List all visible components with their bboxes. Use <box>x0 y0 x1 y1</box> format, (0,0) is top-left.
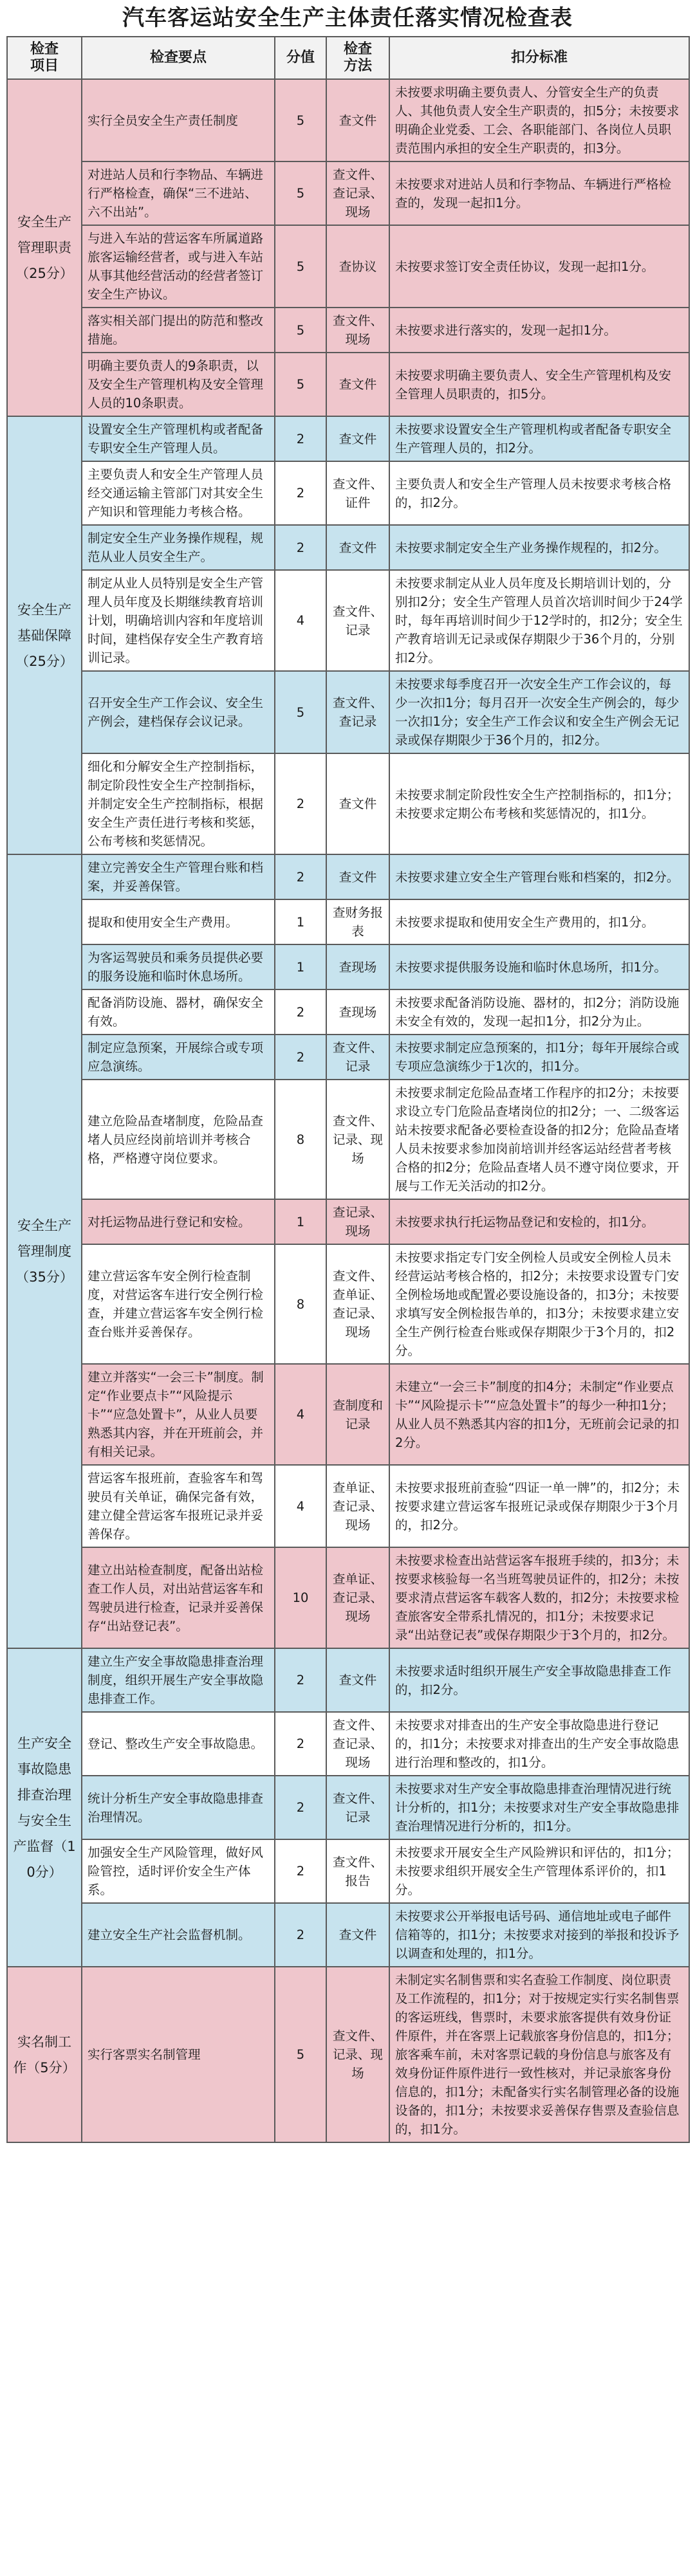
table-row <box>7 525 689 570</box>
standard-cell: 未按要求报班前查验“四证一单一牌”的，扣2分；未按要求建立营运客车报班记录或保存期限少于3个月的，扣2分。 <box>389 1465 689 1547</box>
score-cell: 5 <box>275 225 326 308</box>
score-cell: 10 <box>275 1547 326 1648</box>
points-cell: 登记、整改生产安全事故隐患。 <box>82 1712 275 1776</box>
score-cell: 2 <box>275 1035 326 1080</box>
points-cell: 统计分析生产安全事故隐患排查治理情况。 <box>82 1776 275 1839</box>
method-cell: 查文件、查记录 <box>326 671 389 753</box>
table-row <box>7 1648 689 1712</box>
standard-cell: 未建立“一会三卡”制度的扣4分；未制定“作业要点卡”“风险提示卡”“应急处置卡”的每少一种扣1分；从业人员不熟悉其内容的扣1分，无班前会记录的扣2分。 <box>389 1364 689 1465</box>
score-cell: 5 <box>275 79 326 161</box>
table-row <box>7 1776 689 1839</box>
score-cell: 1 <box>275 899 326 944</box>
standard-cell: 未按要求对生产安全事故隐患排查治理情况进行统计分析的，扣1分；未按要求对生产安全事故隐患排查治理情况进行分析的，扣1分。 <box>389 1776 689 1839</box>
points-cell: 建立生产安全事故隐患排查治理制度，组织开展生产安全事故隐患排查工作。 <box>82 1648 275 1712</box>
points-cell: 加强安全生产风险管理，做好风险管控，适时评价安全生产体系。 <box>82 1839 275 1903</box>
table-row <box>7 1712 689 1776</box>
method-cell: 查记录、现场 <box>326 1199 389 1244</box>
table-row <box>7 161 689 225</box>
points-cell: 明确主要负责人的9条职责，以及安全生产管理机构及安全管理人员的10条职责。 <box>82 353 275 416</box>
score-cell: 1 <box>275 1199 326 1244</box>
method-cell: 查文件 <box>326 353 389 416</box>
table-row <box>7 989 689 1035</box>
method-cell: 查文件、记录 <box>326 1035 389 1080</box>
standard-cell: 未按要求每季度召开一次安全生产工作会议的，每少一次扣1分；每月召开一次安全生产例会的，每少一次扣1分；安全生产工作会议和安全生产例会无记录或保存期限少于36个月的，扣2分。 <box>389 671 689 753</box>
page-title: 汽车客运站安全生产主体责任落实情况检查表 <box>122 5 573 31</box>
score-cell: 2 <box>275 1712 326 1776</box>
score-cell: 5 <box>275 671 326 753</box>
method-cell: 查协议 <box>326 225 389 308</box>
score-cell: 1 <box>275 944 326 989</box>
points-cell: 落实相关部门提出的防范和整改措施。 <box>82 308 275 353</box>
table-row <box>7 1967 689 2142</box>
points-cell: 建立完善安全生产管理台账和档案，并妥善保管。 <box>82 854 275 899</box>
method-cell: 查文件 <box>326 1903 389 1967</box>
score-cell: 5 <box>275 161 326 225</box>
table-row <box>7 79 689 161</box>
score-cell: 2 <box>275 461 326 525</box>
standard-cell: 未按要求制定从业人员年度及长期培训计划的，分别扣2分；安全生产管理人员首次培训时间少于24学时，每年再培训时间少于12学时的，扣2分；安全生产教育培训无记录或保存期限少于36个月的，分别扣2分。 <box>389 570 689 671</box>
points-cell: 对托运物品进行登记和安检。 <box>82 1199 275 1244</box>
standard-cell: 未按要求制定应急预案的，扣1分；每年开展综合或专项应急演练少于1次的，扣1分。 <box>389 1035 689 1080</box>
method-cell: 查文件 <box>326 525 389 570</box>
score-cell: 4 <box>275 1364 326 1465</box>
standard-cell: 未按要求对排查出的生产安全事故隐患进行登记的，扣1分；未按要求对排查出的生产安全事故隐患进行治理和整改的，扣1分。 <box>389 1712 689 1776</box>
category-cell: 安全生产管理制度（35分） <box>7 854 82 1648</box>
method-cell: 查现场 <box>326 944 389 989</box>
points-cell: 制定从业人员特别是安全生产管理人员年度及长期继续教育培训计划，明确培训内容和年度培训时间，建档保存安全生产教育培训记录。 <box>82 570 275 671</box>
method-cell: 查文件、现场 <box>326 308 389 353</box>
header-standard: 扣分标准 <box>389 37 689 79</box>
standard-cell: 未按要求指定专门安全例检人员或安全例检人员未经营运站考核合格的，扣2分；未按要求设置专门安全例检场地或配置必要设施设备的，扣3分；未按要求填写安全例检报告单的，扣3分；未按要求建立安全生产例行检查台账或保存期限少于3个月的，扣2分。 <box>389 1244 689 1364</box>
score-cell: 2 <box>275 753 326 854</box>
standard-cell: 未按要求适时组织开展生产安全事故隐患排查工作的，扣2分。 <box>389 1648 689 1712</box>
method-cell: 查文件、记录、现场 <box>326 1080 389 1199</box>
standard-cell: 未按要求提供服务设施和临时休息场所，扣1分。 <box>389 944 689 989</box>
table-row <box>7 1244 689 1364</box>
header-points: 检查要点 <box>82 37 275 79</box>
points-cell: 实行客票实名制管理 <box>82 1967 275 2142</box>
score-cell: 2 <box>275 854 326 899</box>
score-cell: 5 <box>275 308 326 353</box>
standard-cell: 未按要求进行落实的，发现一起扣1分。 <box>389 308 689 353</box>
points-cell: 制定应急预案，开展综合或专项应急演练。 <box>82 1035 275 1080</box>
category-cell: 安全生产基础保障（25分） <box>7 416 82 854</box>
method-cell: 查文件 <box>326 753 389 854</box>
table-row <box>7 416 689 461</box>
standard-cell: 未按要求开展安全生产风险辨识和评估的，扣1分；未按要求组织开展安全生产管理体系评价的，扣1分。 <box>389 1839 689 1903</box>
points-cell: 实行全员安全生产责任制度 <box>82 79 275 161</box>
score-cell: 2 <box>275 1648 326 1712</box>
table-row <box>7 1080 689 1199</box>
method-cell: 查文件、查单证、查记录、现场 <box>326 1244 389 1364</box>
points-cell: 配备消防设施、器材，确保安全有效。 <box>82 989 275 1035</box>
standard-cell: 主要负责人和安全生产管理人员未按要求考核合格的，扣2分。 <box>389 461 689 525</box>
score-cell: 2 <box>275 525 326 570</box>
points-cell: 建立营运客车安全例行检查制度，对营运客车进行安全例行检查，并建立营运客车安全例行检查台账并妥善保存。 <box>82 1244 275 1364</box>
table-row <box>7 1465 689 1547</box>
standard-cell: 未按要求建立安全生产管理台账和档案的，扣2分。 <box>389 854 689 899</box>
table-row <box>7 1547 689 1648</box>
points-cell: 主要负责人和安全生产管理人员经交通运输主管部门对其安全生产知识和管理能力考核合格。 <box>82 461 275 525</box>
method-cell: 查制度和记录 <box>326 1364 389 1465</box>
score-cell: 4 <box>275 570 326 671</box>
header-score: 分值 <box>275 37 326 79</box>
score-cell: 8 <box>275 1080 326 1199</box>
points-cell: 设置安全生产管理机构或者配备专职安全生产管理人员。 <box>82 416 275 461</box>
table-header <box>7 37 689 79</box>
method-cell: 查文件 <box>326 416 389 461</box>
header-item: 检查 项目 <box>7 37 82 79</box>
points-cell: 营运客车报班前，查验客车和驾驶员有关单证，确保完备有效，建立健全营运客车报班记录并妥善保存。 <box>82 1465 275 1547</box>
table-row <box>7 1199 689 1244</box>
table-row <box>7 1839 689 1903</box>
standard-cell: 未按要求签订安全责任协议，发现一起扣1分。 <box>389 225 689 308</box>
method-cell: 查文件 <box>326 1648 389 1712</box>
table-row <box>7 225 689 308</box>
method-cell: 查文件、查记录、现场 <box>326 1712 389 1776</box>
table-row <box>7 671 689 753</box>
points-cell: 建立危险品查堵制度，危险品查堵人员应经岗前培训并考核合格，严格遵守岗位要求。 <box>82 1080 275 1199</box>
score-cell: 4 <box>275 1465 326 1547</box>
category-cell: 生产安全事故隐患排查治理与安全生产监督（10分） <box>7 1648 82 1967</box>
table-row <box>7 854 689 899</box>
method-cell: 查文件 <box>326 79 389 161</box>
method-cell: 查文件、证件 <box>326 461 389 525</box>
standard-cell: 未按要求制定阶段性安全生产控制指标的，扣1分；未按要求定期公布考核和奖惩情况的，扣1分。 <box>389 753 689 854</box>
points-cell: 提取和使用安全生产费用。 <box>82 899 275 944</box>
score-cell: 8 <box>275 1244 326 1364</box>
points-cell: 与进入车站的营运客车所属道路旅客运输经营者，或与进入车站从事其他经营活动的经营者签订安全生产协议。 <box>82 225 275 308</box>
standard-cell: 未按要求制定安全生产业务操作规程的，扣2分。 <box>389 525 689 570</box>
method-cell: 查文件、记录、现场 <box>326 1967 389 2142</box>
standard-cell: 未按要求明确主要负责人、安全生产管理机构及安全管理人员职责的，扣5分。 <box>389 353 689 416</box>
standard-cell: 未按要求公开举报电话号码、通信地址或电子邮件信箱等的，扣1分；未按要求对接到的举报和投诉予以调查和处理的，扣1分。 <box>389 1903 689 1967</box>
score-cell: 2 <box>275 989 326 1035</box>
score-cell: 5 <box>275 1967 326 2142</box>
method-cell: 查文件 <box>326 854 389 899</box>
score-cell: 5 <box>275 353 326 416</box>
standard-cell: 未按要求检查出站营运客车报班手续的，扣3分；未按要求核验每一名当班驾驶员证件的，扣2分；未按要求清点营运客车载客人数的，扣2分；未按要求检查旅客安全带系扎情况的，扣1分；未按要求记录“出站登记表”或保存期限少于3个月的，扣2分。 <box>389 1547 689 1648</box>
score-cell: 2 <box>275 416 326 461</box>
points-cell: 细化和分解安全生产控制指标，制定阶段性安全生产控制指标，并制定安全生产控制指标，根据安全生产责任进行考核和奖惩，公布考核和奖惩情况。 <box>82 753 275 854</box>
table-row <box>7 1364 689 1465</box>
method-cell: 查文件、记录 <box>326 1776 389 1839</box>
method-cell: 查单证、查记录、现场 <box>326 1465 389 1547</box>
standard-cell: 未制定实名制售票和实名查验工作制度、岗位职责及工作流程的，扣1分；对于按规定实行实名制售票的客运班线，售票时，未要求旅客提供有效身份证件原件，并在客票上记载旅客身份信息的，扣1分；旅客乘车前，未对客票记载的身份信息与旅客及有效身份证件原件进行一致性核对，并记录旅客身份信息的，扣1分；未配备实行实名制管理必备的设施设备的，扣1分；未按要求妥善保存售票及查验信息的，扣1分。 <box>389 1967 689 2142</box>
method-cell: 查财务报表 <box>326 899 389 944</box>
category-cell: 实名制工作（5分） <box>7 1967 82 2142</box>
points-cell: 建立并落实“一会三卡”制度。制定“作业要点卡”“风险提示卡”“应急处置卡”，从业人员要熟悉其内容，并在开班前会，并有相关记录。 <box>82 1364 275 1465</box>
points-cell: 召开安全生产工作会议、安全生产例会，建档保存会议记录。 <box>82 671 275 753</box>
score-cell: 2 <box>275 1776 326 1839</box>
header-method: 检查 方法 <box>326 37 389 79</box>
standard-cell: 未按要求对进站人员和行李物品、车辆进行严格检查的，发现一起扣1分。 <box>389 161 689 225</box>
standard-cell: 未按要求设置安全生产管理机构或者配备专职安全生产管理人员的，扣2分。 <box>389 416 689 461</box>
table-row <box>7 308 689 353</box>
points-cell: 建立安全生产社会监督机制。 <box>82 1903 275 1967</box>
table-row <box>7 1903 689 1967</box>
points-cell: 制定安全生产业务操作规程，规范从业人员安全生产。 <box>82 525 275 570</box>
method-cell: 查现场 <box>326 989 389 1035</box>
points-cell: 对进站人员和行李物品、车辆进行严格检查，确保“三不进站、六不出站”。 <box>82 161 275 225</box>
standard-cell: 未按要求提取和使用安全生产费用的，扣1分。 <box>389 899 689 944</box>
method-cell: 查文件、记录 <box>326 570 389 671</box>
table-row <box>7 899 689 944</box>
table-row <box>7 753 689 854</box>
method-cell: 查文件、查记录、现场 <box>326 161 389 225</box>
standard-cell: 未按要求配备消防设施、器材的，扣2分；消防设施未安全有效的，发现一起扣1分，扣2分为止。 <box>389 989 689 1035</box>
points-cell: 建立出站检查制度，配备出站检查工作人员，对出站营运客车和驾驶员进行检查，记录并妥善保存“出站登记表”。 <box>82 1547 275 1648</box>
category-cell: 安全生产管理职责（25分） <box>7 79 82 416</box>
standard-cell: 未按要求执行托运物品登记和安检的，扣1分。 <box>389 1199 689 1244</box>
standard-cell: 未按要求制定危险品查堵工作程序的扣2分；未按要求设立专门危险品查堵岗位的扣2分；一、二级客运站未按要求配备必要检查设备的扣2分；危险品查堵人员未按要求参加岗前培训并经客运站经营者考核合格的扣2分；危险品查堵人员不遵守岗位要求，开展与工作无关活动的扣2分。 <box>389 1080 689 1199</box>
inspection-table <box>6 36 690 2143</box>
standard-cell: 未按要求明确主要负责人、分管安全生产的负责人、其他负责人安全生产职责的，扣5分；未按要求明确企业党委、工会、各职能部门、各岗位人员职责范围内承担的安全生产职责的，扣3分。 <box>389 79 689 161</box>
method-cell: 查文件、报告 <box>326 1839 389 1903</box>
table-row <box>7 570 689 671</box>
table-row <box>7 944 689 989</box>
table-row <box>7 353 689 416</box>
points-cell: 为客运驾驶员和乘务员提供必要的服务设施和临时休息场所。 <box>82 944 275 989</box>
score-cell: 2 <box>275 1839 326 1903</box>
method-cell: 查单证、查记录、现场 <box>326 1547 389 1648</box>
score-cell: 2 <box>275 1903 326 1967</box>
table-row <box>7 461 689 525</box>
table-row <box>7 1035 689 1080</box>
